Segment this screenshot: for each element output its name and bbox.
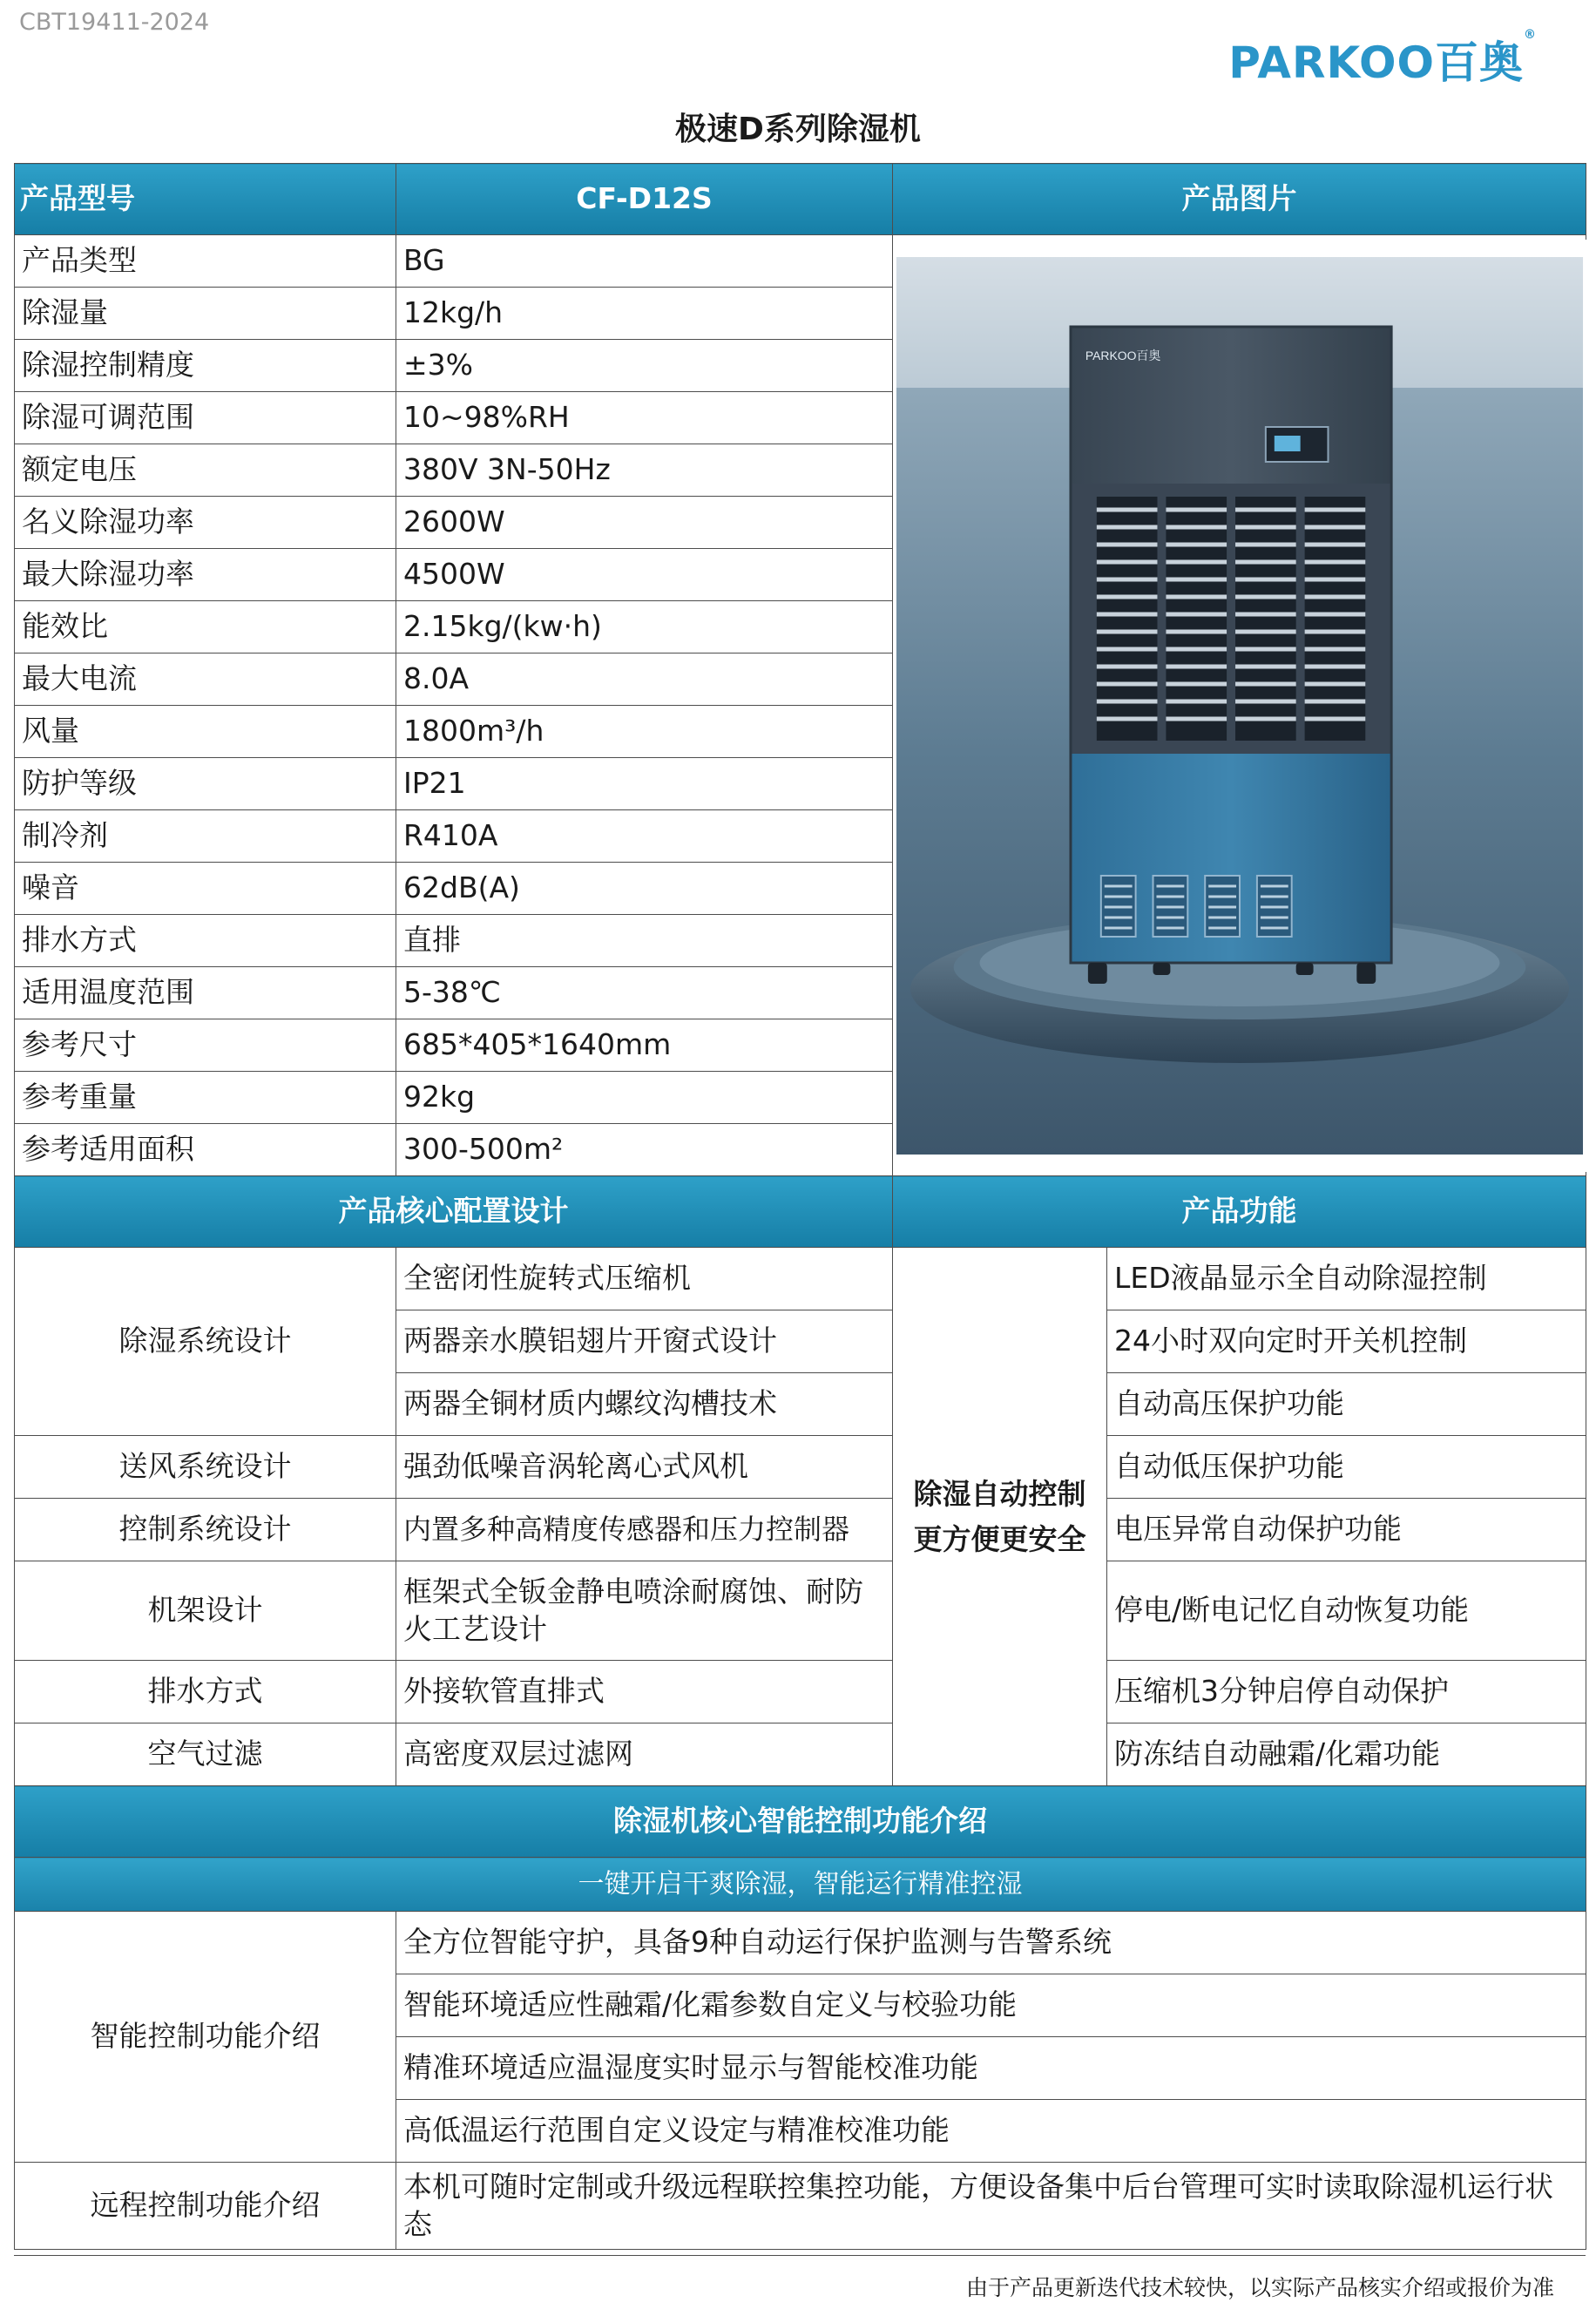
remote-control-text: 本机可随时定制或升级远程联控集控功能，方便设备集中后台管理可实时读取除湿机运行状态 (396, 2163, 1586, 2250)
spec-label: 能效比 (15, 601, 396, 653)
core-item: 框架式全钣金静电喷涂耐腐蚀、耐防火工艺设计 (396, 1561, 893, 1661)
model-name: CF-D12S (396, 164, 893, 235)
smart-control-header: 除湿机核心智能控制功能介绍 (15, 1786, 1586, 1858)
spec-value: IP21 (396, 758, 893, 810)
spec-row (15, 235, 1586, 288)
spec-value: 1800m³/h (396, 706, 893, 758)
model-header-row (15, 164, 1586, 235)
function-item: 电压异常自动保护功能 (1107, 1499, 1586, 1561)
remote-control-label: 远程控制功能介绍 (15, 2163, 396, 2250)
brand-cjk: 百奥 (1435, 37, 1524, 88)
core-item: 高密度双层过滤网 (396, 1723, 893, 1786)
spec-label: 除湿可调范围 (15, 392, 396, 444)
spec-value: R410A (396, 810, 893, 863)
brand-mark: ® (1524, 28, 1537, 42)
smart-item: 高低温运行范围自定义设定与精准校准功能 (396, 2100, 1586, 2163)
spec-value: 12kg/h (396, 288, 893, 340)
smart-sub-row (15, 1858, 1586, 1912)
slogan-line: 除湿自动控制 (913, 1477, 1086, 1512)
smart-row (15, 1912, 1586, 1974)
spec-sheet-table (14, 163, 1586, 2250)
product-image (893, 235, 1586, 1176)
spec-label: 防护等级 (15, 758, 396, 810)
frame-design-label: 机架设计 (15, 1561, 396, 1661)
spec-label: 参考适用面积 (15, 1124, 396, 1176)
spec-value: ±3% (396, 340, 893, 392)
core-row (15, 1499, 1586, 1561)
spec-value: 62dB(A) (396, 863, 893, 915)
page-title: 极速D系列除湿机 (675, 112, 921, 147)
spec-value: 92kg (396, 1072, 893, 1124)
smart-item: 全方位智能守护，具备9种自动运行保护监测与告警系统 (396, 1912, 1586, 1974)
function-item: LED液晶显示全自动除湿控制 (1107, 1248, 1586, 1310)
core-row (15, 1661, 1586, 1723)
product-photo (893, 240, 1586, 1172)
function-item: 自动高压保护功能 (1107, 1373, 1586, 1436)
spec-value: 10~98%RH (396, 392, 893, 444)
core-item: 强劲低噪音涡轮离心式风机 (396, 1436, 893, 1499)
core-item: 外接软管直排式 (396, 1661, 893, 1723)
model-header-label: 产品型号 (15, 164, 396, 235)
smart-item: 智能环境适应性融霜/化霜参数自定义与校验功能 (396, 1974, 1586, 2037)
control-system-label: 控制系统设计 (15, 1499, 396, 1561)
spec-label: 适用温度范围 (15, 967, 396, 1019)
remote-row (15, 2163, 1586, 2250)
core-item: 两器亲水膜铝翅片开窗式设计 (396, 1310, 893, 1373)
function-item: 防冻结自动融霜/化霜功能 (1107, 1723, 1586, 1786)
core-row (15, 1436, 1586, 1499)
smart-control-subheader: 一键开启干爽除湿，智能运行精准控湿 (15, 1858, 1586, 1912)
spec-value: BG (396, 235, 893, 288)
footnote: 由于产品更新迭代技术较快，以实际产品核实介绍或报价为准 (965, 2275, 1554, 2300)
spec-label: 最大除湿功率 (15, 549, 396, 601)
function-item: 压缩机3分钟启停自动保护 (1107, 1661, 1586, 1723)
spec-value: 300-500m² (396, 1124, 893, 1176)
core-row (15, 1248, 1586, 1310)
unit-logo: PARKOO百奥 (1085, 348, 1161, 362)
core-row (15, 1723, 1586, 1786)
product-image-header: 产品图片 (893, 164, 1586, 235)
footer-divider (14, 2255, 1586, 2256)
brand-latin: PARKOO (1228, 37, 1435, 88)
smart-control-label: 智能控制功能介绍 (15, 1912, 396, 2163)
spec-label: 噪音 (15, 863, 396, 915)
spec-label: 参考重量 (15, 1072, 396, 1124)
smart-item: 精准环境适应温湿度实时显示与智能校准功能 (396, 2037, 1586, 2100)
drainage-label: 排水方式 (15, 1661, 396, 1723)
air-filter-label: 空气过滤 (15, 1723, 396, 1786)
section-header-row (15, 1176, 1586, 1248)
core-row (15, 1561, 1586, 1661)
spec-label: 额定电压 (15, 444, 396, 497)
spec-value: 4500W (396, 549, 893, 601)
dehum-system-label: 除湿系统设计 (15, 1248, 396, 1436)
spec-label: 参考尺寸 (15, 1019, 396, 1072)
function-item: 停电/断电记忆自动恢复功能 (1107, 1561, 1586, 1661)
spec-value: 380V 3N-50Hz (396, 444, 893, 497)
spec-value: 2.15kg/(kw·h) (396, 601, 893, 653)
spec-value: 直排 (396, 915, 893, 967)
brand-logo (1228, 28, 1537, 91)
core-item: 两器全铜材质内螺纹沟槽技术 (396, 1373, 893, 1436)
spec-value: 8.0A (396, 653, 893, 706)
spec-value: 5-38℃ (396, 967, 893, 1019)
spec-value: 2600W (396, 497, 893, 549)
spec-label: 风量 (15, 706, 396, 758)
spec-label: 除湿量 (15, 288, 396, 340)
spec-label: 名义除湿功率 (15, 497, 396, 549)
function-item: 自动低压保护功能 (1107, 1436, 1586, 1499)
spec-label: 排水方式 (15, 915, 396, 967)
function-item: 24小时双向定时开关机控制 (1107, 1310, 1586, 1373)
slogan-cell (893, 1248, 1107, 1786)
spec-label: 产品类型 (15, 235, 396, 288)
spec-label: 制冷剂 (15, 810, 396, 863)
smart-header-row (15, 1786, 1586, 1858)
core-item: 内置多种高精度传感器和压力控制器 (396, 1499, 893, 1561)
document-id: CBT19411-2024 (19, 9, 210, 36)
spec-label: 最大电流 (15, 653, 396, 706)
product-function-header: 产品功能 (893, 1176, 1586, 1248)
air-system-label: 送风系统设计 (15, 1436, 396, 1499)
spec-value: 685*405*1640mm (396, 1019, 893, 1072)
spec-label: 除湿控制精度 (15, 340, 396, 392)
slogan-line: 更方便更安全 (913, 1521, 1086, 1556)
core-item: 全密闭性旋转式压缩机 (396, 1248, 893, 1310)
core-design-header: 产品核心配置设计 (15, 1176, 893, 1248)
